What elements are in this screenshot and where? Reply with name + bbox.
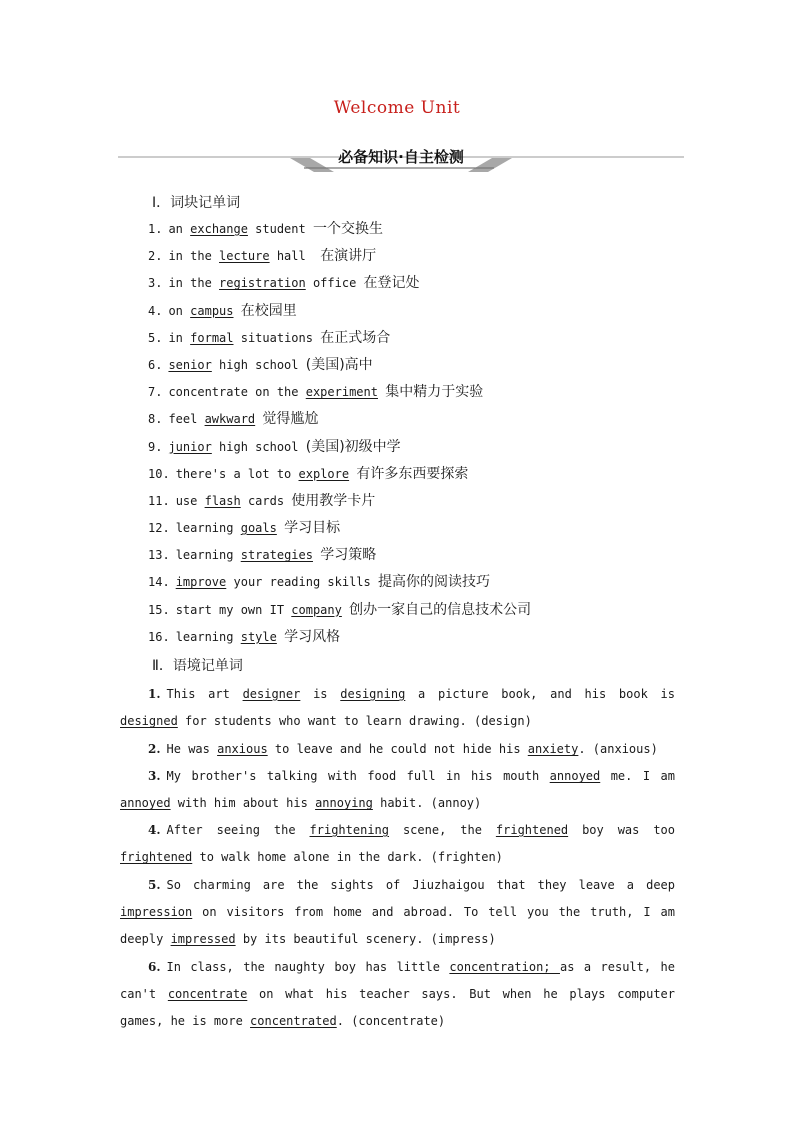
list-item [148, 463, 531, 490]
item-prefix: in the [168, 249, 220, 264]
exercise-text: me. I am [600, 769, 675, 783]
exercise-paragraph [120, 736, 675, 763]
item-keyword: goals [240, 521, 277, 536]
item-number: 7. [148, 385, 163, 400]
item-number: 1. [148, 222, 163, 236]
banner-title: 必备知识·自主检测 [338, 148, 464, 166]
item-prefix: learning [175, 521, 241, 536]
answer-word: concentration; [449, 960, 560, 974]
exercise-text: by its beautiful scenery. (impress) [235, 932, 496, 947]
item-suffix: high school [211, 357, 306, 372]
section2-heading: Ⅱ．语境记单词 [152, 658, 243, 674]
exercise-text: . (anxious) [578, 742, 658, 756]
item-prefix: feel [168, 412, 205, 427]
item-number: 8. [148, 412, 163, 427]
item-number: 11. [148, 493, 170, 508]
item-keyword: campus [190, 303, 234, 318]
list-item [148, 544, 531, 571]
item-prefix: in [168, 330, 191, 345]
answer-word: frightening [309, 823, 390, 837]
exercise-text: to walk home alone in the dark. (frighten) [192, 850, 503, 865]
list-item [148, 436, 531, 463]
answer-word: designed [120, 714, 178, 729]
item-prefix: an [168, 222, 191, 236]
list-item [148, 571, 531, 598]
answer-word: concentrated [250, 1014, 337, 1029]
exercise-text: habit. (annoy) [372, 796, 482, 811]
item-keyword: company [291, 602, 342, 617]
list-item [148, 490, 531, 517]
item-number: 12. [148, 521, 170, 536]
exercise-text: on visitors from home and abroad. To tell you the truth, I am deeply [120, 905, 675, 947]
item-number: 5. [148, 330, 163, 345]
list-item [148, 354, 531, 381]
item-translation: 在校园里 [240, 302, 297, 319]
item-suffix: student [247, 222, 313, 236]
vocab-list [148, 218, 531, 653]
list-item [148, 272, 531, 299]
exercise-text: So charming are the sights of Jiuzhaigou that they leave a deep [166, 878, 675, 892]
list-item [148, 408, 531, 435]
item-translation: 在登记处 [363, 275, 420, 292]
item-suffix [277, 630, 284, 644]
item-prefix: there's a lot to [175, 466, 299, 481]
list-item [148, 517, 531, 544]
exercise-number: 2. [148, 742, 161, 756]
page-title: Welcome Unit [333, 98, 461, 118]
item-number: 16. [148, 629, 170, 644]
exercise-text: This art [166, 687, 243, 701]
item-number: 3. [148, 276, 163, 291]
item-prefix: start my own IT [175, 602, 292, 617]
answer-word: concentrate [167, 987, 248, 1002]
item-translation: 有许多东西要探索 [356, 465, 469, 482]
answer-word: annoyed [120, 796, 171, 811]
item-keyword: strategies [240, 548, 313, 563]
answer-word: frightened [120, 850, 193, 865]
item-prefix: learning [175, 548, 241, 563]
exercise-text: boy was too [568, 823, 676, 837]
item-number: 6. [148, 357, 163, 372]
answer-word: annoying [315, 796, 373, 811]
item-suffix: office [305, 276, 364, 291]
item-keyword: senior [168, 357, 212, 372]
list-item [148, 327, 531, 354]
item-suffix [234, 304, 241, 318]
exercise-number: 4. [148, 823, 161, 837]
list-item [148, 381, 531, 408]
exercise-paragraph [120, 763, 675, 817]
exercise-number: 1. [148, 687, 161, 701]
item-suffix [342, 603, 349, 617]
item-prefix: on [168, 303, 191, 318]
exercise-paragraph [120, 681, 675, 735]
exercise-text: In class, the naughty boy has little [166, 960, 450, 974]
item-suffix: your reading skills [226, 575, 378, 590]
answer-word: designer [242, 687, 301, 701]
list-item [148, 599, 531, 626]
item-translation: (美国)初级中学 [305, 438, 401, 455]
item-translation: 觉得尴尬 [262, 411, 319, 428]
item-number: 4. [148, 303, 163, 318]
item-prefix: use [175, 493, 205, 508]
list-item [148, 626, 531, 653]
answer-word: impressed [170, 932, 236, 947]
item-keyword: awkward [204, 412, 256, 427]
exercise-text: with him about his [170, 796, 316, 811]
section1-heading: Ⅰ．词块记单词 [152, 195, 241, 211]
section-banner [118, 142, 684, 172]
item-keyword: exchange [190, 222, 248, 236]
exercise-text: on what his teacher says. But when he plays computer games, he is more [120, 987, 675, 1029]
item-keyword: flash [204, 493, 241, 508]
exercise-paragraph [120, 954, 675, 1036]
item-suffix: situations [233, 330, 321, 345]
item-translation: 创办一家自己的信息技术公司 [349, 601, 532, 618]
item-number: 14. [148, 575, 170, 590]
answer-word: annoyed [549, 769, 601, 783]
item-keyword: experiment [305, 385, 378, 400]
item-translation: 学习风格 [284, 628, 341, 645]
item-suffix: high school [211, 439, 306, 454]
item-translation: 在正式场合 [320, 329, 391, 346]
item-translation: 集中精力于实验 [385, 384, 484, 401]
exercise-text: for students who want to learn drawing. (design) [177, 714, 532, 729]
item-translation: (美国)高中 [305, 356, 373, 373]
item-number: 9. [148, 439, 163, 454]
item-suffix: hall [269, 249, 321, 264]
list-item [148, 218, 531, 245]
list-item [148, 245, 531, 272]
item-keyword: improve [175, 575, 227, 590]
item-keyword: formal [190, 330, 234, 345]
exercise-text: to leave and he could not hide his [267, 742, 528, 756]
item-translation: 使用教学卡片 [291, 492, 376, 509]
answer-word: anxious [217, 742, 268, 756]
exercise-number: 3. [148, 769, 161, 783]
exercise-text: as a result, he can't [120, 960, 675, 1002]
item-keyword: style [240, 629, 277, 644]
exercise-text: He was [166, 742, 218, 756]
exercise-number: 5. [148, 878, 161, 892]
exercise-paragraph [120, 817, 675, 871]
exercise-paragraph [120, 872, 675, 954]
item-suffix: cards [240, 493, 292, 508]
item-prefix: in the [168, 276, 220, 291]
exercise-text: My brother's talking with food full in his mouth [166, 769, 550, 783]
exercise-number: 6. [148, 960, 161, 974]
item-translation: 学习策略 [320, 547, 377, 564]
item-number: 13. [148, 548, 170, 563]
answer-word: frightened [495, 823, 569, 837]
exercise-text: After seeing the [166, 823, 310, 837]
item-keyword: explore [298, 466, 350, 481]
item-prefix: concentrate on the [168, 385, 306, 400]
exercise-text: . (concentrate) [336, 1014, 446, 1029]
item-number: 10. [148, 466, 170, 481]
item-prefix: learning [175, 629, 241, 644]
answer-word: impression [120, 905, 193, 920]
answer-word: anxiety [527, 742, 579, 756]
item-translation: 学习目标 [284, 520, 341, 537]
answer-word: designing [340, 687, 406, 701]
list-item [148, 300, 531, 327]
item-translation: 在演讲厅 [320, 248, 377, 265]
exercise-text: scene, the [389, 823, 496, 837]
exercise-text: is [300, 687, 341, 701]
item-number: 15. [148, 602, 170, 617]
item-suffix [277, 521, 284, 535]
item-number: 2. [148, 249, 163, 264]
item-translation: 提高你的阅读技巧 [377, 574, 490, 591]
item-translation: 一个交换生 [312, 221, 383, 237]
item-keyword: registration [219, 276, 306, 291]
item-keyword: junior [168, 439, 212, 454]
exercise-text: a picture book, and his book is [405, 687, 675, 701]
item-keyword: lecture [219, 249, 270, 264]
